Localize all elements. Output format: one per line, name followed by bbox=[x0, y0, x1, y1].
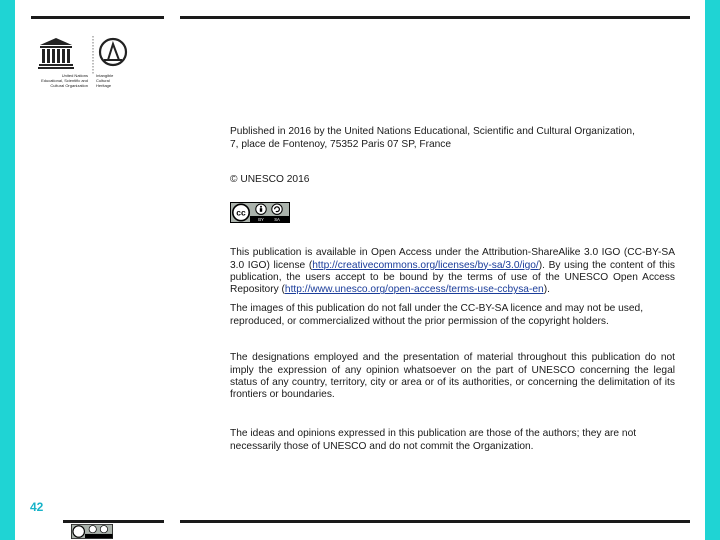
svg-text:cc: cc bbox=[236, 207, 246, 218]
top-rule-left bbox=[31, 16, 164, 19]
svg-text:SA: SA bbox=[274, 217, 280, 223]
top-rule-right bbox=[180, 16, 690, 19]
designations-disclaimer: The designations employed and the presentation of material throughout this publication do not imply the expression of any opinion whatsoever on the part of UNESCO concerning the legal status of any country, territory, city or area or of its authorities, or concerning the delimitation of its frontiers or boundaries. bbox=[230, 352, 675, 401]
unesco-temple-icon bbox=[30, 34, 130, 74]
cc-by-sa-license-icon[interactable] bbox=[230, 202, 290, 223]
page-number: 42 bbox=[30, 500, 44, 514]
svg-text:BY: BY bbox=[258, 217, 264, 223]
open-access-statement: This publication is available in Open Access under the Attribution-ShareAlike 3.0 IGO (CC-BY-SA 3.0 IGO) license (http://creativecommons.org/licenses/by-sa/3.0/igo/). By using the content of this publication, the users accept to be bound by the terms of use of the UNESCO Open Access Repository (http://www.unesco.org/open-access/terms-use-ccbysa-en). bbox=[230, 247, 675, 296]
cc-by-sa-footer-icon bbox=[71, 524, 113, 539]
bottom-rule-left bbox=[63, 520, 164, 523]
bottom-rule-right bbox=[180, 520, 690, 523]
left-side-bar bbox=[0, 0, 15, 540]
publisher-statement bbox=[230, 125, 675, 151]
unesco-name-text: United Nations Educational, Scientific and Cultural Organization bbox=[41, 73, 88, 88]
unesco-open-access-terms-link[interactable]: http://www.unesco.org/open-access/terms-use-ccbysa-en bbox=[284, 284, 544, 296]
right-side-bar bbox=[705, 0, 720, 540]
publisher-line-1: Published in 2016 by the United Nations Educational, Scientific and Cultural Organization, bbox=[230, 126, 635, 138]
copyright-notice: © UNESCO 2016 bbox=[230, 174, 310, 186]
creativecommons-license-link[interactable]: http://creativecommons.org/licenses/by-sa/3.0/igo/ bbox=[312, 259, 539, 271]
unesco-ich-logo bbox=[30, 34, 130, 94]
heritage-name-text: Intangible Cultural Heritage bbox=[96, 73, 114, 88]
images-rights-notice: The images of this publication do not fall under the CC-BY-SA licence and may not be used, reproduced, or commercialized without the prior permission of the copyright holders. bbox=[230, 303, 644, 327]
publisher-line-2: 7, place de Fontenoy, 75352 Paris 07 SP, France bbox=[230, 139, 452, 151]
opinions-disclaimer: The ideas and opinions expressed in this publication are those of the authors; they are not necessarily those of UNESCO and do not commit the Organization. bbox=[230, 428, 637, 452]
